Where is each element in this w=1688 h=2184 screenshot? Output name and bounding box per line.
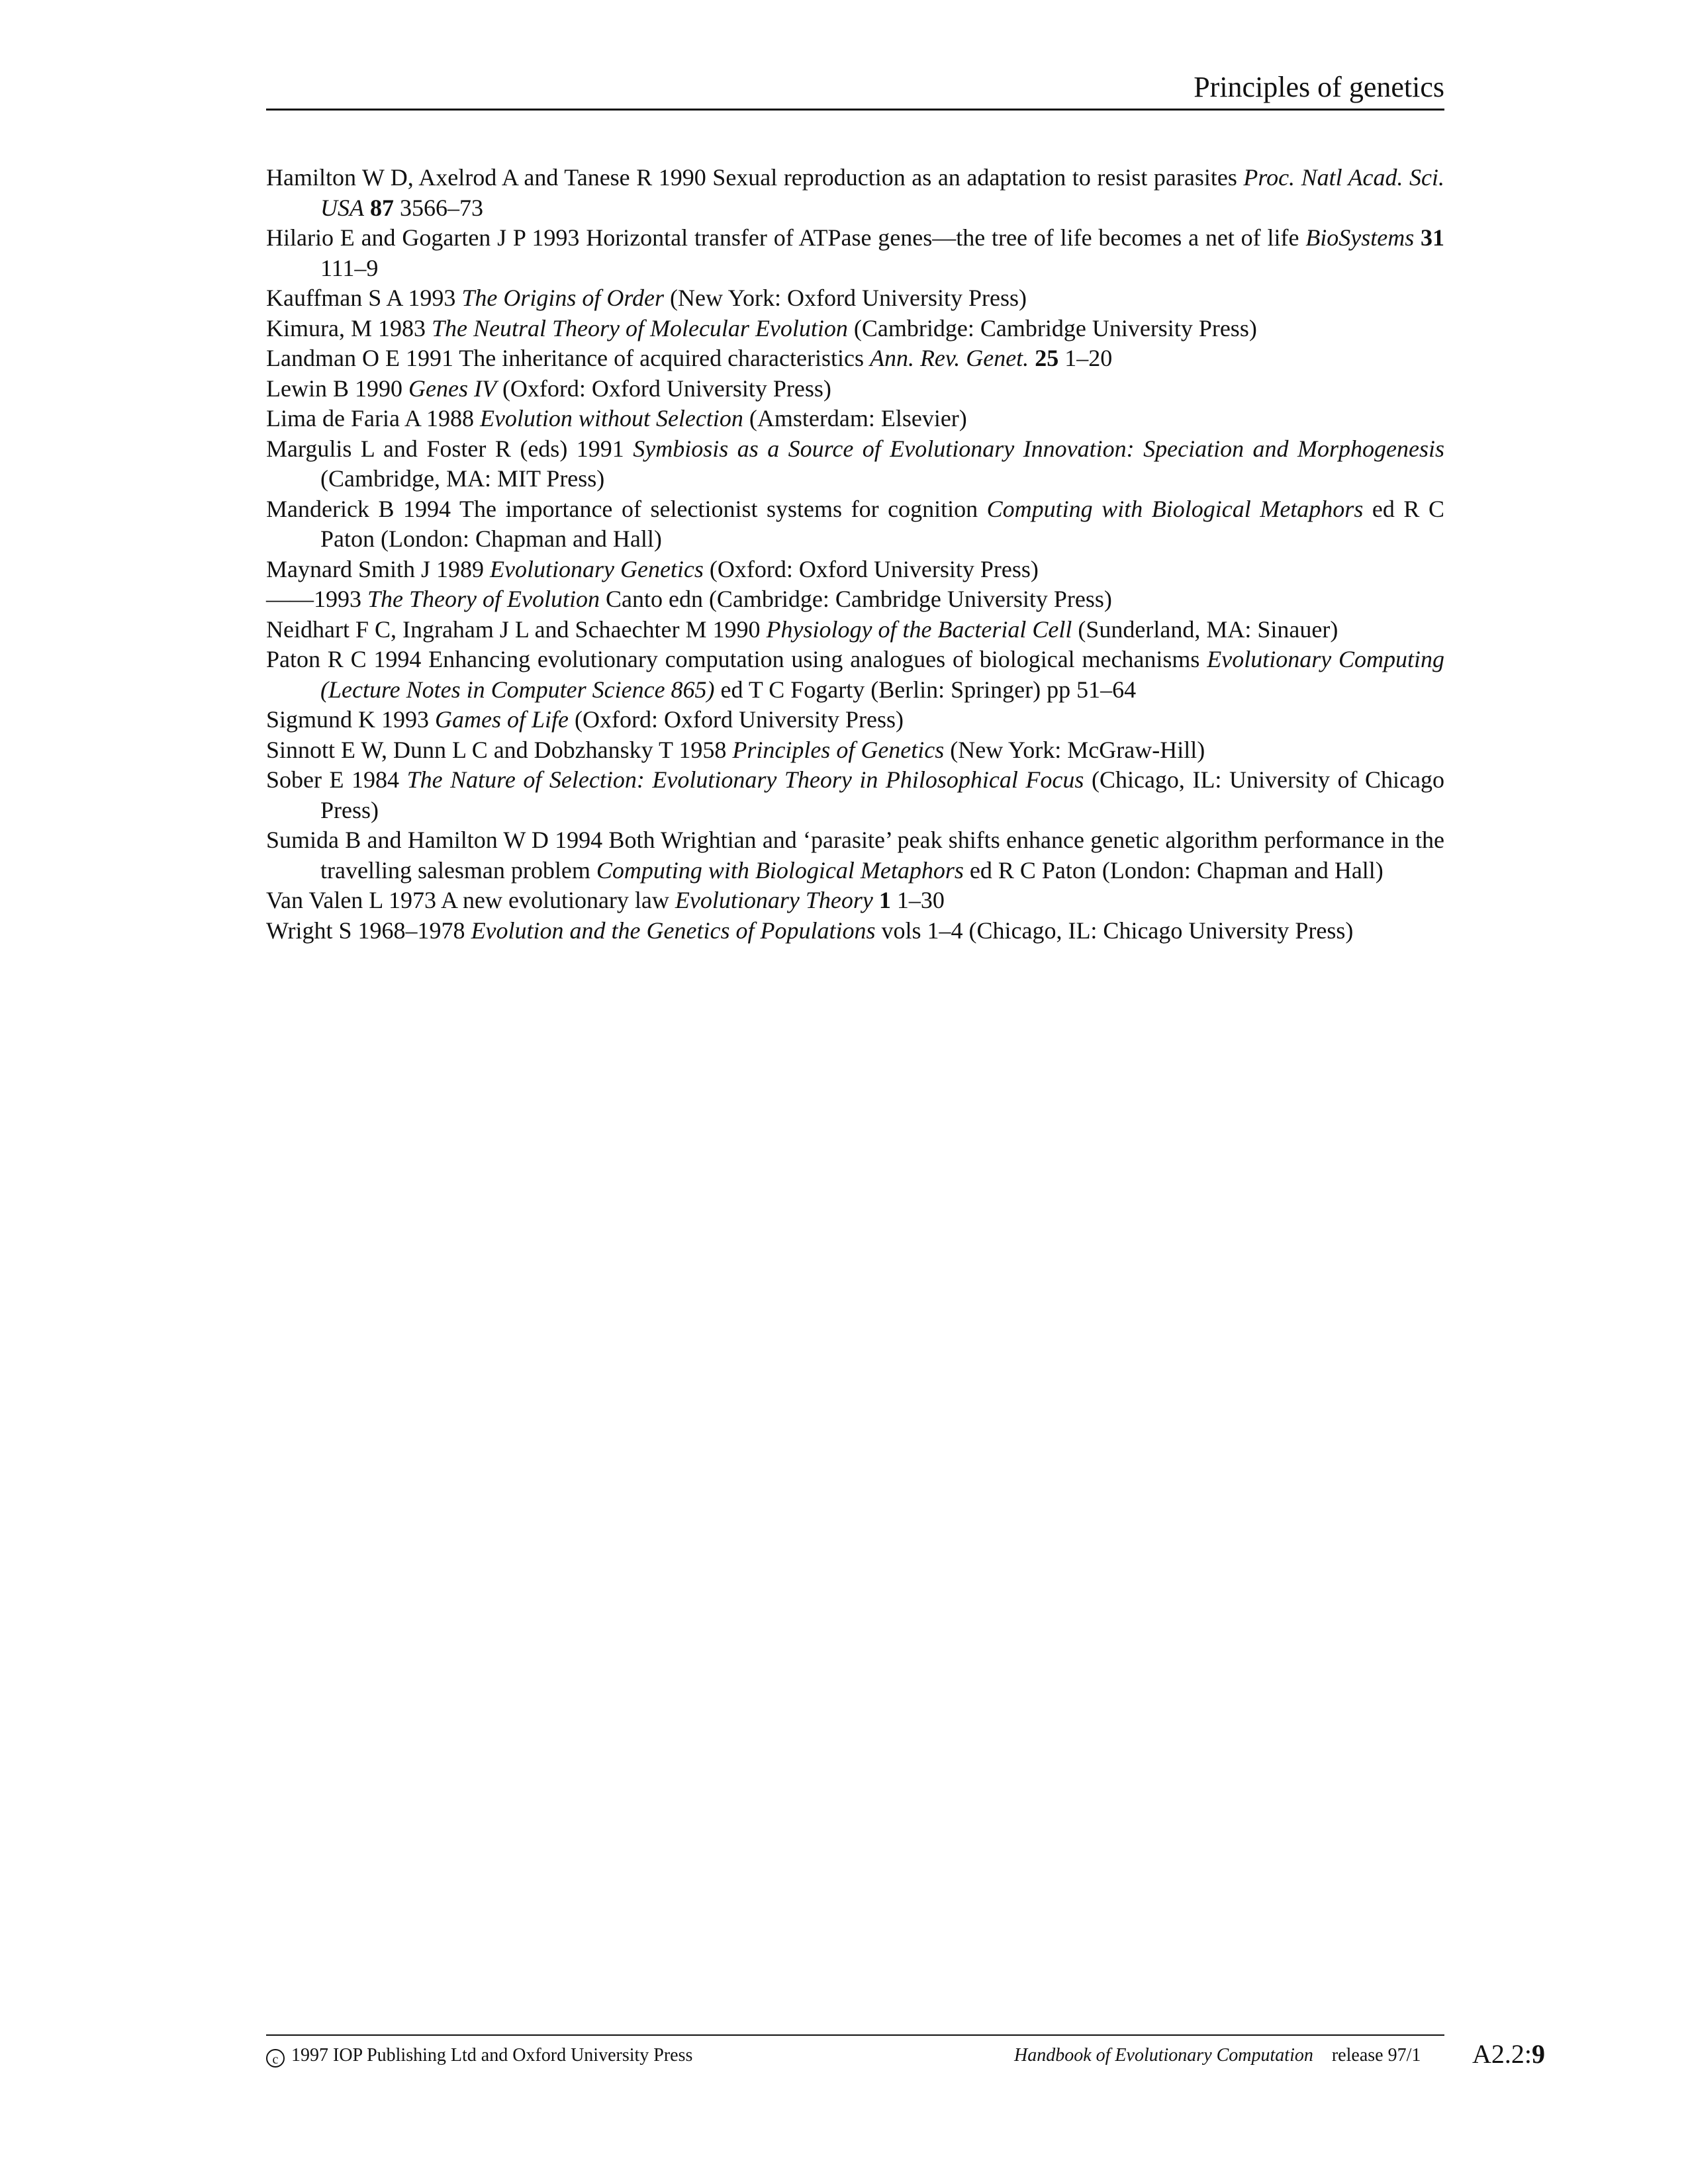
ref-source: Symbiosis as a Source of Evolutionary Innovation: Speciation and Morphogenesis xyxy=(633,435,1444,462)
ref-source: The Origins of Order xyxy=(461,285,665,311)
ref-text: Landman O E 1991 The inheritance of acquired characteristics xyxy=(266,345,870,371)
running-header xyxy=(266,69,1444,109)
ref-details: (Cambridge, MA: MIT Press) xyxy=(320,465,605,492)
copyright-text: 1997 IOP Publishing Ltd and Oxford University Press xyxy=(291,2045,693,2066)
ref-text: Kimura, M 1983 xyxy=(266,314,432,341)
reference-entry xyxy=(266,374,1444,404)
copyright-icon: c xyxy=(266,2049,285,2068)
ref-source: Evolutionary Genetics xyxy=(490,555,704,582)
ref-details: (Sunderland, MA: Sinauer) xyxy=(1072,615,1338,643)
ref-details: Canto edn (Cambridge: Cambridge University Press) xyxy=(599,586,1112,612)
ref-source: Evolution and the Genetics of Populations xyxy=(471,917,876,944)
ref-source: Computing with Biological Metaphors xyxy=(986,495,1364,522)
ref-source: Evolutionary Computing (Lecture Notes in Computer Science 865) xyxy=(320,646,1444,703)
reference-entry xyxy=(266,916,1444,946)
reference-entry xyxy=(266,886,1444,916)
section-label: A2.2: xyxy=(1472,2039,1532,2069)
ref-details: 111–9 xyxy=(320,254,379,281)
ref-details: ed R C Paton (London: Chapman and Hall) xyxy=(963,856,1383,884)
reference-entry xyxy=(266,645,1444,705)
ref-volume: 25 xyxy=(1029,345,1059,371)
reference-entry xyxy=(266,343,1444,374)
reference-entry xyxy=(266,765,1444,825)
running-header-title: Principles of genetics xyxy=(1194,71,1444,103)
footer-publication xyxy=(1014,2042,1421,2069)
ref-source: BioSystems xyxy=(1305,224,1415,251)
ref-details: (Chicago, IL: University of Chicago Press) xyxy=(320,766,1444,823)
ref-source: Computing with Biological Metaphors xyxy=(596,856,964,884)
ref-text: Sinnott E W, Dunn L C and Dobzhansky T 1958 xyxy=(266,736,733,763)
ref-text: Sumida B and Hamilton W D 1994 Both Wrightian and ‘parasite’ peak shifts enhance genetic algorithm performance in the travelling salesman problem xyxy=(266,827,1444,884)
ref-details: vols 1–4 (Chicago, IL: Chicago University Press) xyxy=(875,917,1354,944)
ref-source: The Neutral Theory of Molecular Evolution xyxy=(431,314,848,341)
ref-text: ——1993 xyxy=(266,586,367,612)
ref-details: (Oxford: Oxford University Press) xyxy=(496,375,831,402)
ref-details: 1–20 xyxy=(1058,345,1113,371)
reference-entry xyxy=(266,825,1444,886)
ref-details: (New York: McGraw-Hill) xyxy=(944,736,1205,763)
ref-source: The Nature of Selection: Evolutionary Theory in Philosophical Focus xyxy=(406,766,1084,793)
reference-entry xyxy=(266,735,1444,766)
ref-text: Lewin B 1990 xyxy=(266,375,408,402)
ref-details: 1–30 xyxy=(890,887,945,913)
reference-entry xyxy=(266,163,1444,223)
ref-details: (Oxford: Oxford University Press) xyxy=(703,555,1039,582)
ref-volume: 31 xyxy=(1414,224,1445,251)
reference-entry xyxy=(266,434,1444,494)
reference-entry xyxy=(266,283,1444,314)
ref-source: Principles of Genetics xyxy=(732,736,945,763)
ref-details: ed R C Paton (London: Chapman and Hall) xyxy=(320,495,1444,552)
ref-text: Margulis L and Foster R (eds) 1991 xyxy=(266,435,633,462)
ref-details: (Cambridge: Cambridge University Press) xyxy=(847,314,1257,341)
ref-details: (Amsterdam: Elsevier) xyxy=(743,405,967,432)
ref-text: Hamilton W D, Axelrod A and Tanese R 1990 Sexual reproduction as an adaptation to resist parasites xyxy=(266,164,1244,191)
ref-volume: 1 xyxy=(872,887,891,913)
ref-source: Genes IV xyxy=(408,375,496,402)
page-number xyxy=(1472,2038,1545,2071)
ref-text: Manderick B 1994 The importance of selectionist systems for cognition xyxy=(266,495,987,522)
ref-details: (New York: Oxford University Press) xyxy=(664,285,1027,311)
copyright-notice xyxy=(266,2042,692,2069)
release-label: release 97/1 xyxy=(1331,2045,1421,2066)
ref-source: Games of Life xyxy=(435,706,569,733)
ref-volume: 87 xyxy=(364,194,394,221)
ref-source: Physiology of the Bacterial Cell xyxy=(766,615,1072,643)
ref-text: Paton R C 1994 Enhancing evolutionary computation using analogues of biological mechanisms xyxy=(266,646,1207,672)
ref-text: Sigmund K 1993 xyxy=(266,706,436,733)
reference-entry xyxy=(266,494,1444,555)
reference-entry xyxy=(266,615,1444,645)
reference-list xyxy=(266,163,1444,946)
reference-entry xyxy=(266,404,1444,434)
ref-source: Evolution without Selection xyxy=(479,405,743,432)
ref-source: Evolutionary Theory xyxy=(675,887,873,913)
ref-text: Kauffman S A 1993 xyxy=(266,285,462,311)
reference-entry xyxy=(266,223,1444,283)
ref-text: Wright S 1968–1978 xyxy=(266,917,471,944)
reference-entry xyxy=(266,314,1444,344)
ref-details: ed T C Fogarty (Berlin: Springer) pp 51–64 xyxy=(714,676,1137,703)
reference-entry xyxy=(266,584,1444,615)
ref-details: (Oxford: Oxford University Press) xyxy=(569,706,904,733)
ref-text: Van Valen L 1973 A new evolutionary law xyxy=(266,887,675,913)
ref-text: Hilario E and Gogarten J P 1993 Horizontal transfer of ATPase genes—the tree of life becomes a net of life xyxy=(266,224,1306,251)
ref-text: Maynard Smith J 1989 xyxy=(266,555,490,582)
header-rule xyxy=(266,109,1444,111)
ref-text: Neidhart F C, Ingraham J L and Schaechter M 1990 xyxy=(266,615,767,643)
ref-details: 3566–73 xyxy=(394,194,483,221)
page-number-value: 9 xyxy=(1532,2039,1545,2069)
ref-source: Ann. Rev. Genet. xyxy=(869,345,1029,371)
reference-entry xyxy=(266,555,1444,585)
reference-entry xyxy=(266,705,1444,735)
book-title: Handbook of Evolutionary Computation xyxy=(1014,2045,1313,2066)
ref-text: Lima de Faria A 1988 xyxy=(266,405,480,432)
ref-source: Proc. Natl Acad. Sci. USA xyxy=(320,164,1444,221)
ref-text: Sober E 1984 xyxy=(266,766,407,793)
footer-rule xyxy=(266,2034,1444,2036)
ref-source: The Theory of Evolution xyxy=(367,586,600,612)
